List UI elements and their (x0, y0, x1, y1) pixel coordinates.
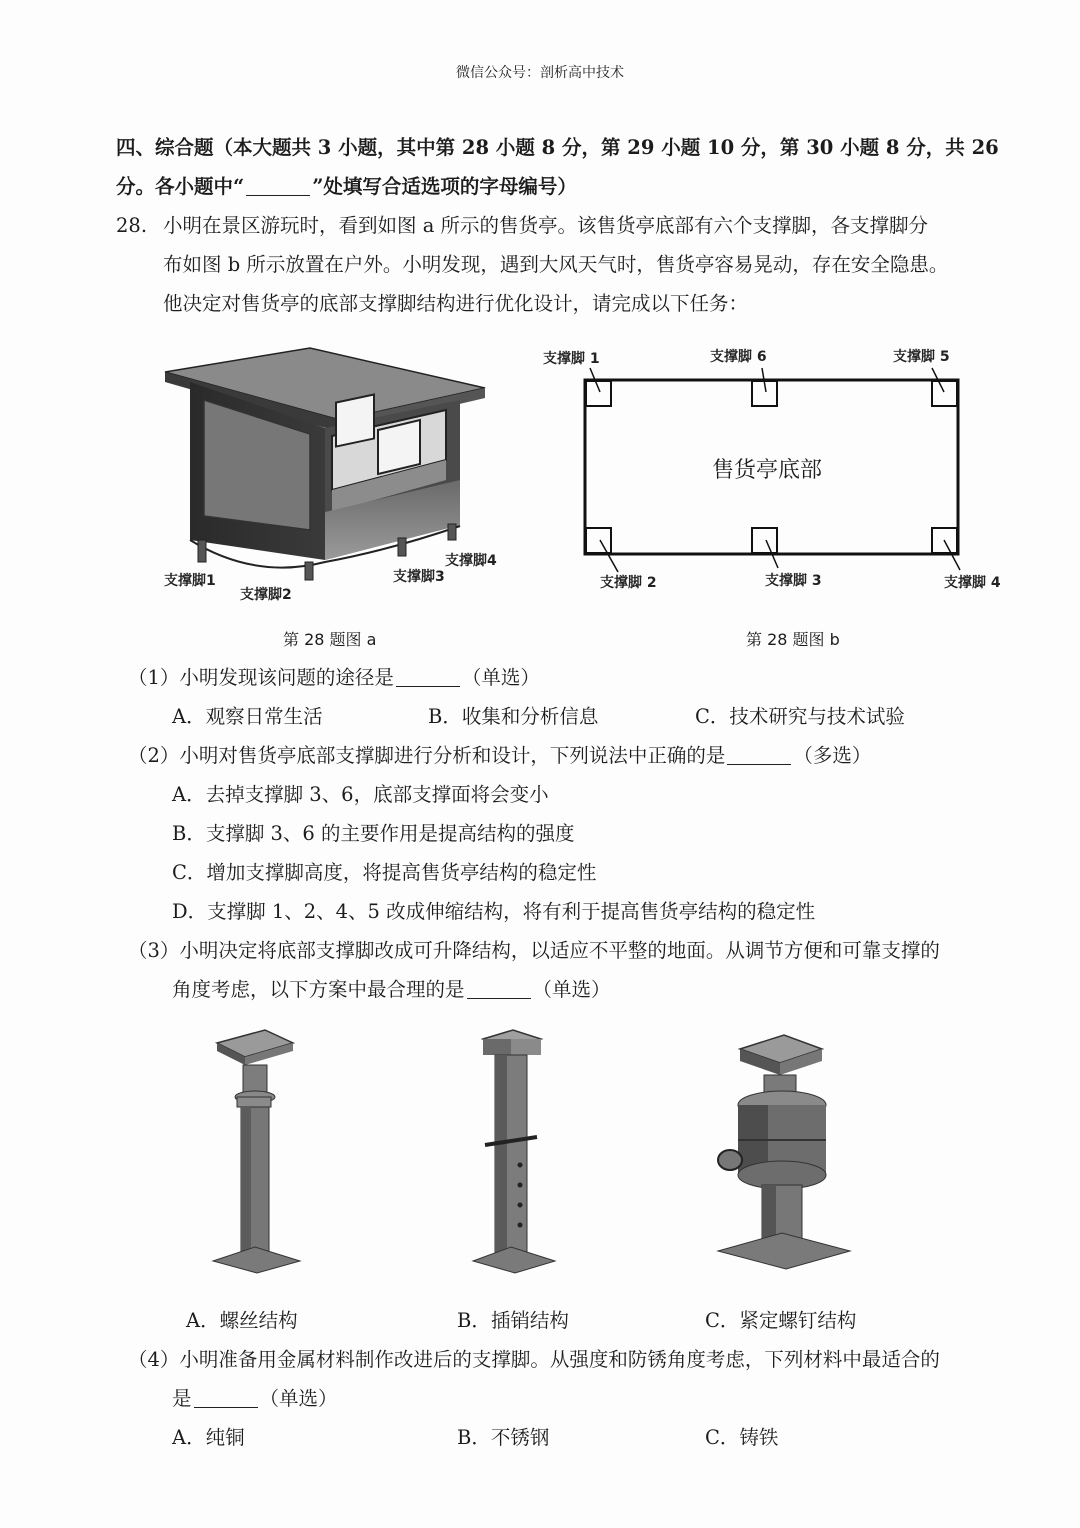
sub2-option-b: B．支撑脚 3、6 的主要作用是提高结构的强度 (172, 822, 575, 845)
sub3-prompt-line2: 角度考虑，以下方案中最合理的是 （单选） (172, 978, 611, 1001)
sub3-prompt-line1: （3）小明决定将底部支撑脚改成可升降结构，以适应不平整的地面。从调节方便和可靠支撑的 (128, 939, 940, 962)
section-heading-line1: 四、综合题（本大题共 3 小题，其中第 28 小题 8 分，第 29 小题 10 分，第 30 小题 8 分，共 26 (116, 136, 999, 159)
sub4-option-b: B．不锈钢 (457, 1426, 550, 1449)
sub2-prompt: （2）小明对售货亭底部支撑脚进行分析和设计，下列说法中正确的是 （多选） (128, 744, 872, 767)
question-number: 28. (116, 214, 148, 237)
question-stem-line3: 他决定对售货亭的底部支撑脚结构进行优化设计，请完成以下任务： (163, 292, 749, 315)
sub1-option-c: C．技术研究与技术试验 (695, 705, 905, 728)
sub2-option-a: A．去掉支撑脚 3、6，底部支撑面将会变小 (172, 783, 549, 806)
fig-b-label-leg6: 支撑脚 6 (710, 349, 767, 365)
answer-blank (194, 1389, 258, 1408)
fig-b-caption: 第 28 题图 b (746, 630, 840, 649)
sub4-prompt-line1: （4）小明准备用金属材料制作改进后的支撑脚。从强度和防锈角度考虑，下列材料中最适合的 (128, 1348, 940, 1371)
fig-a-label-leg1: 支撑脚1 (164, 573, 216, 589)
sub4-option-c: C．铸铁 (705, 1426, 779, 1449)
sub1-option-a: A．观察日常生活 (172, 705, 323, 728)
answer-blank (396, 668, 460, 687)
fig-b-center-text: 售货亭底部 (712, 458, 823, 483)
sub1-prompt: （1）小明发现该问题的途径是 （单选） (128, 666, 540, 689)
sub3-option-b: B．插销结构 (457, 1309, 569, 1332)
question-stem-line2: 布如图 b 所示放置在户外。小明发现，遇到大风天气时，售货亭容易晃动，存在安全隐患。 (163, 253, 949, 276)
kiosk-illustration (160, 340, 490, 590)
question-stem-line1: 小明在景区游玩时，看到如图 a 所示的售货亭。该售货亭底部有六个支撑脚，各支撑脚分 (163, 214, 929, 237)
fig-b-label-leg3: 支撑脚 3 (765, 573, 822, 589)
fig-a-caption: 第 28 题图 a (283, 630, 377, 649)
sub4-prompt-line2: 是 （单选） (172, 1387, 338, 1410)
screw-structure-illustration (205, 1025, 315, 1270)
answer-blank (727, 746, 791, 765)
sub1-option-b: B．收集和分析信息 (428, 705, 599, 728)
set-screw-structure-illustration (712, 1025, 862, 1270)
sub2-option-d: D．支撑脚 1、2、4、5 改成伸缩结构，将有利于提高售货亭结构的稳定性 (172, 900, 816, 923)
fig-a-label-leg3: 支撑脚3 (393, 569, 445, 585)
section-heading-line2: 分。各小题中“ ”处填写合适选项的字母编号） (116, 175, 577, 198)
fig-b-label-leg4: 支撑脚 4 (944, 575, 1001, 591)
fig-a-label-leg4: 支撑脚4 (445, 553, 497, 569)
fig-a-label-leg2: 支撑脚2 (240, 587, 292, 603)
sub2-option-c: C．增加支撑脚高度，将提高售货亭结构的稳定性 (172, 861, 597, 884)
fig-b-label-leg1: 支撑脚 1 (543, 351, 600, 367)
pin-structure-illustration (465, 1025, 575, 1270)
fig-b-label-leg2: 支撑脚 2 (600, 575, 657, 591)
sub4-option-a: A．纯铜 (172, 1426, 245, 1449)
watermark-header: 微信公众号：剖析高中技术 (456, 65, 624, 81)
sub3-option-c: C．紧定螺钉结构 (705, 1309, 857, 1332)
sub3-option-a: A．螺丝结构 (186, 1309, 298, 1332)
answer-blank (467, 980, 531, 999)
answer-blank (246, 177, 310, 196)
fig-b-label-leg5: 支撑脚 5 (893, 349, 950, 365)
